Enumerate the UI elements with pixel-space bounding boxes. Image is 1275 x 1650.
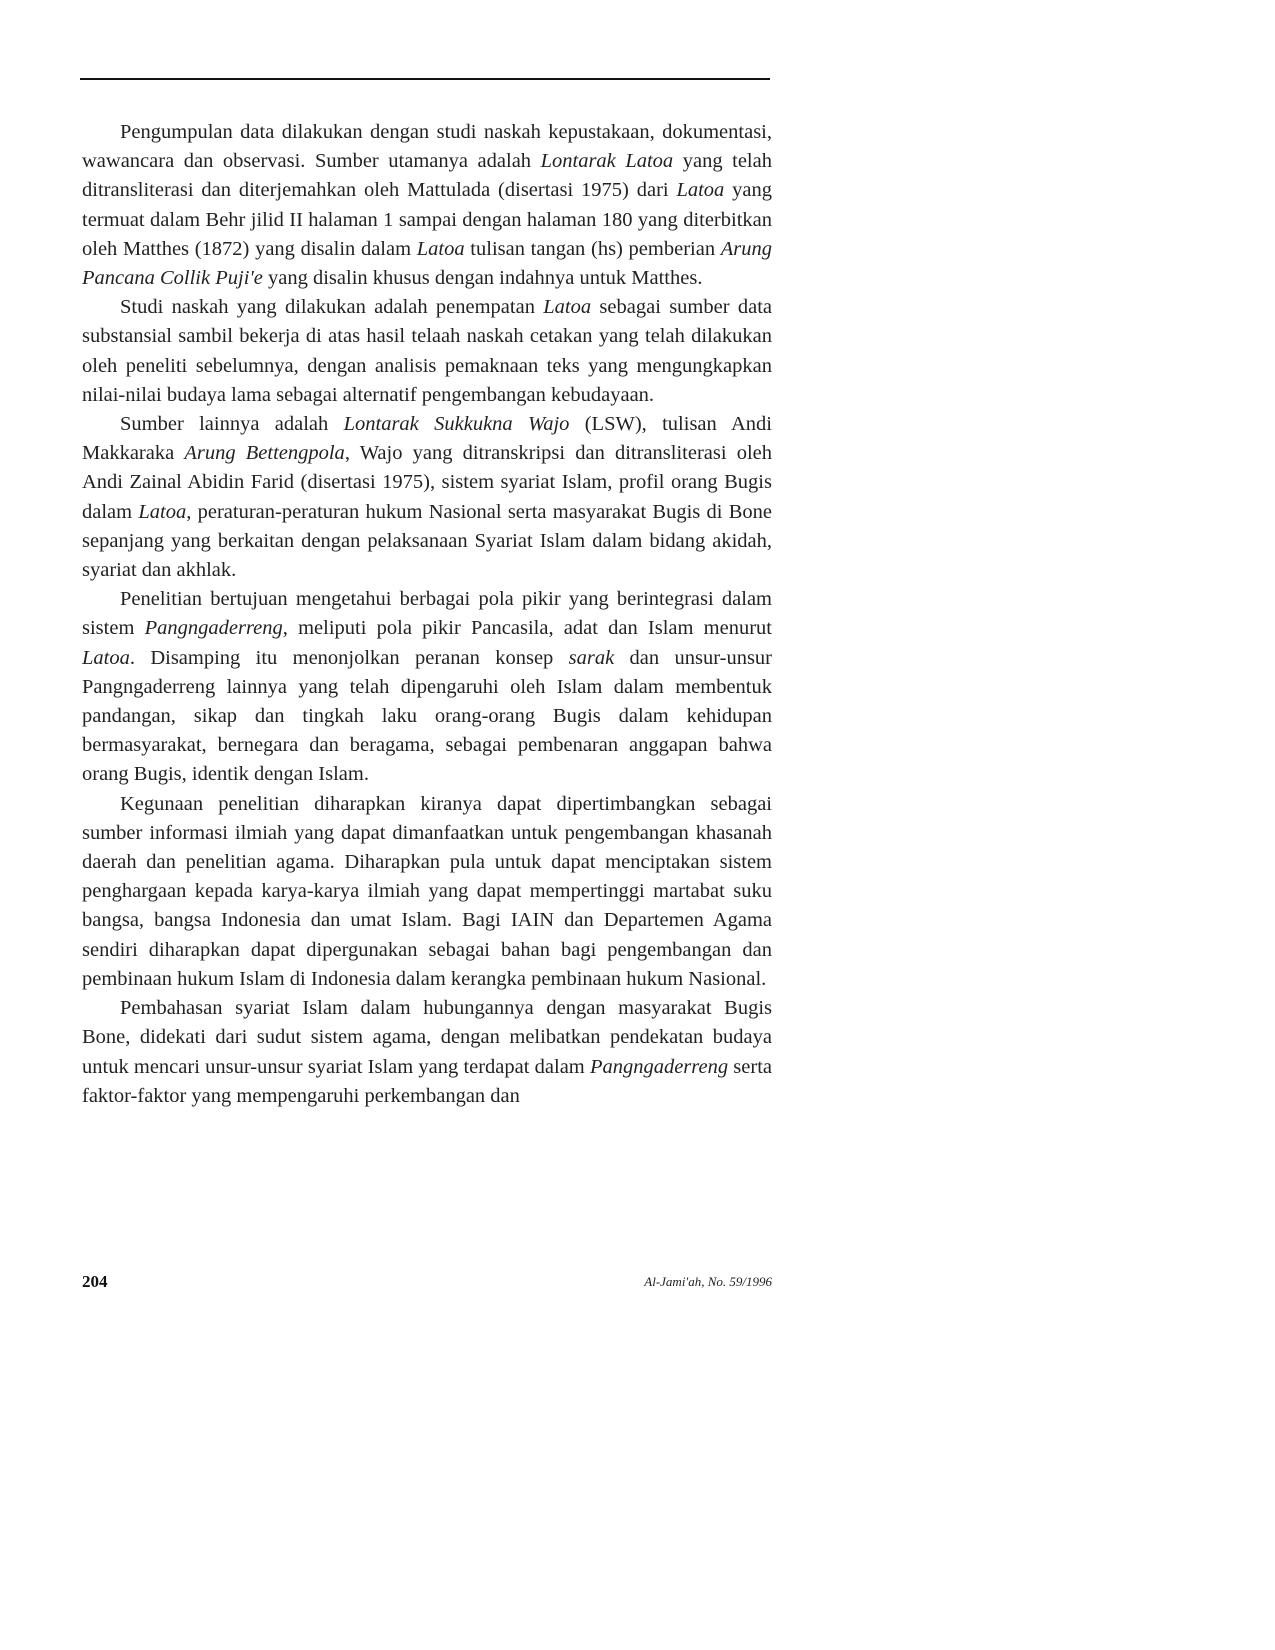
paragraph-research-goals [82, 585, 772, 789]
header-rule [80, 78, 770, 80]
italic-term: Latoa [676, 179, 725, 202]
journal-reference: Al-Jami'ah, No. 59/1996 [644, 1274, 772, 1289]
text-run: , peraturan-peraturan hukum Nasional serta masyarakat Bugis di Bone sepanjang yang berkaitan dengan pelaksanaan Syariat Islam dalam bidang akidah, syariat dan akhlak. [82, 500, 772, 582]
text-run: serta faktor-faktor yang mempengaruhi perkembangan dan [82, 1055, 773, 1107]
text-run: dan unsur-unsur Pangngaderreng lainnya yang telah dipengaruhi oleh Islam dalam membentuk pandangan, sikap dan tingkah laku orang-orang Bugis dalam kehidupan bermasyarakat, bernegara dan beragama, sebagai pembenaran anggapan bahwa orang Bugis, identik dengan Islam. [82, 646, 773, 786]
text-run: yang disalin khusus dengan indahnya untuk Matthes. [262, 267, 703, 290]
page-number: 204 [82, 1272, 108, 1291]
paragraph-data-collection [82, 118, 772, 293]
page-footer [82, 1272, 772, 1296]
italic-term: Latoa [138, 500, 187, 523]
text-run: Kegunaan penelitian diharapkan kiranya dapat dipertimbangkan sebagai sumber informasi ilmiah yang dapat dimanfaatkan untuk pengembangan khasanah daerah dan penelitian agama. Diharapkan pula untuk dapat menciptakan sistem penghargaan kepada karya-karya ilmiah yang dapat mempertinggi martabat suku bangsa, bangsa Indonesia dan umat Islam. Bagi IAIN dan Departemen Agama sendiri diharapkan dapat dipergunakan sebagai bahan bagi pengembangan dan pembinaan hukum Islam di Indonesia dalam kerangka pembinaan hukum Nasional. [82, 792, 772, 990]
italic-term: Latoa [82, 646, 130, 669]
paragraph-other-sources [82, 410, 772, 585]
italic-term: sarak [568, 646, 615, 669]
text-run: (LSW), tulisan Andi Makkaraka [82, 413, 772, 465]
italic-term: Pangngaderreng [144, 617, 283, 640]
text-run: Studi naskah yang dilakukan adalah penempatan [120, 296, 544, 319]
text-run: yang telah ditransliterasi dan diterjemahkan oleh Mattulada (disertasi 1975) dari [82, 150, 772, 202]
italic-term: Pangngaderreng [589, 1055, 729, 1078]
italic-term: Latoa [543, 296, 592, 319]
text-run: sebagai sumber data substansial sambil bekerja di atas hasil telaah naskah cetakan yang telah dilakukan oleh peneliti sebelumnya, dengan analisis pemaknaan teks yang mengungkapkan nilai-nilai budaya lama sebagai alternatif pengembangan kebudayaan. [82, 296, 772, 406]
paragraph-research-benefits [82, 790, 772, 994]
text-run: Pembahasan syariat Islam dalam hubungannya dengan masyarakat Bugis Bone, didekati dari sudut sistem agama, dengan melibatkan pendekatan budaya untuk mencari unsur-unsur syariat Islam yang terdapat dalam [82, 997, 772, 1078]
text-run: yang termuat dalam Behr jilid II halaman 1 sampai dengan halaman 180 yang diterbitkan oleh Matthes (1872) yang disalin dalam [82, 179, 772, 260]
italic-term: Lontarak Sukkukna Wajo [343, 413, 570, 436]
text-run: tulisan tangan (hs) pemberian [464, 237, 721, 260]
italic-term: Lontarak Latoa [540, 150, 674, 173]
paragraph-discussion-approach [82, 994, 772, 1111]
text-run: Pengumpulan data dilakukan dengan studi naskah kepustakaan, dokumentasi, wawancara dan observasi. Sumber utamanya adalah [82, 121, 772, 173]
text-run: , Wajo yang ditranskripsi dan ditransliterasi oleh Andi Zainal Abidin Farid (disertasi 1975), sistem syariat Islam, profil orang Bugis dalam [82, 442, 772, 523]
text-run: . Disamping itu menonjolkan peranan konsep [129, 646, 569, 669]
italic-term: Arung Pancana Collik Puji'e [82, 237, 773, 290]
italic-term: Latoa [416, 237, 465, 260]
text-run: Sumber lainnya adalah [120, 413, 344, 436]
body-text [82, 118, 772, 1111]
paragraph-manuscript-study [82, 293, 772, 410]
text-run: , meliputi pola pikir Pancasila, adat dan Islam menurut [282, 617, 772, 640]
text-run: Penelitian bertujuan mengetahui berbagai pola pikir yang berintegrasi dalam sistem [82, 588, 772, 640]
italic-term: Arung Bettengpola [184, 442, 345, 465]
